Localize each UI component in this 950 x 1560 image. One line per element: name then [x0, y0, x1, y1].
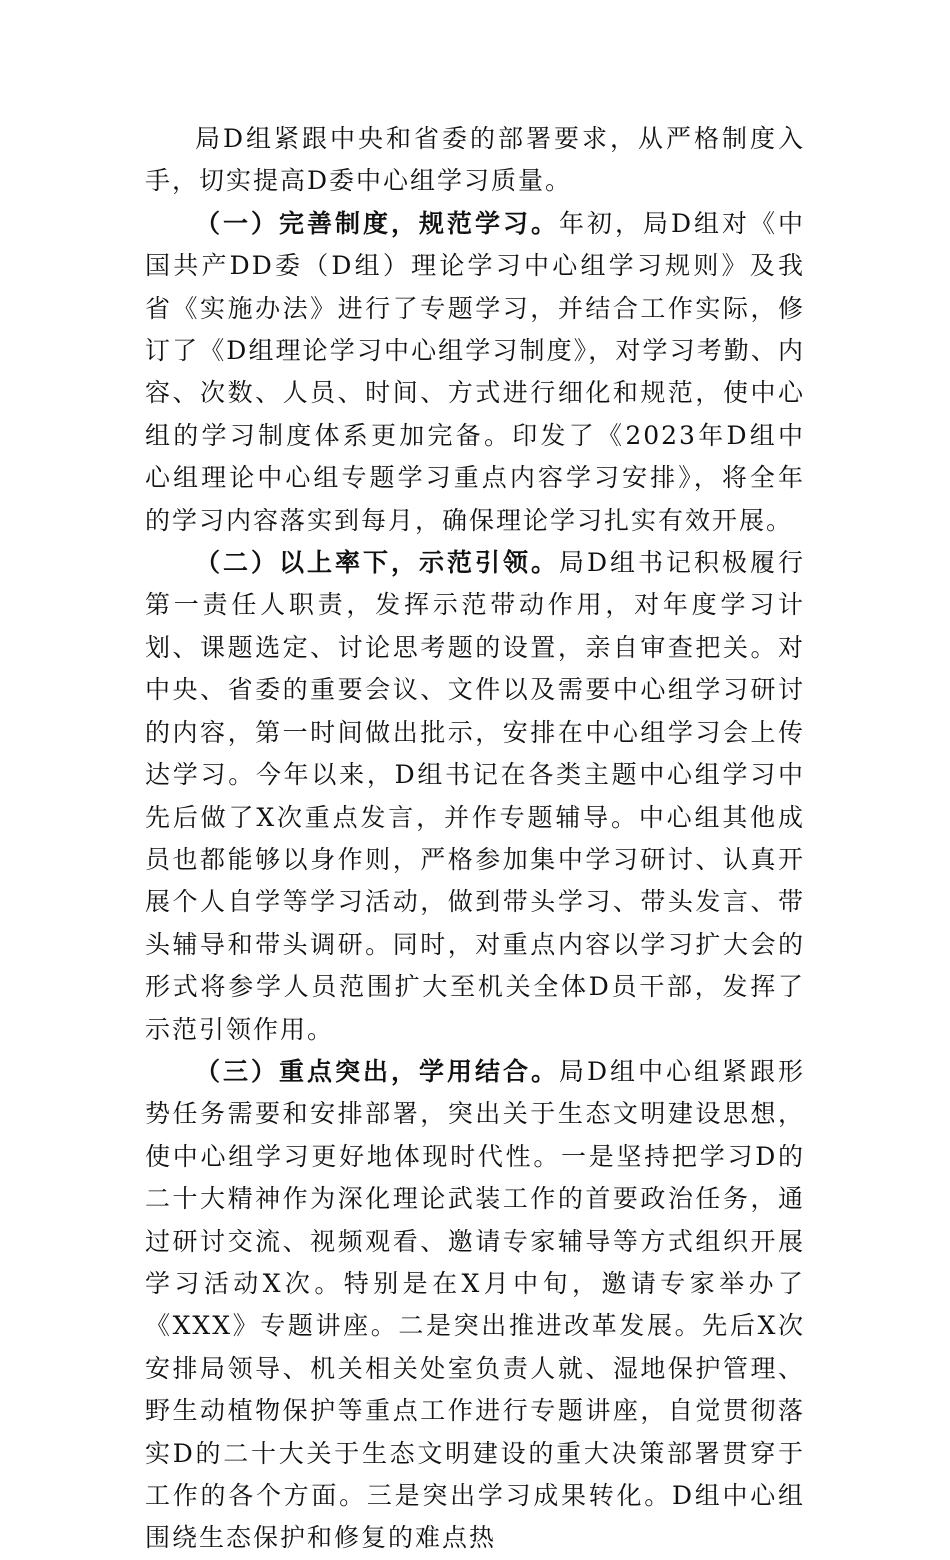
paragraph-section-2	[145, 542, 805, 1051]
section-3-text: 局D组中心组紧跟形势任务需要和安排部署，突出关于生态文明建设思想，使中心组学习更好地体现时代性。一是坚持把学习D的二十大精神作为深化理论武装工作的首要政治任务，通过研讨交流、视频观看、邀请专家辅导等方式组织开展学习活动X次。特别是在X月中旬，邀请专家举办了《XXX》专题讲座。二是突出推进改革发展。先后X次安排局领导、机关相关处室负责人就、湿地保护管理、野生动植物保护等重点工作进行专题讲座，自觉贯彻落实D的二十大关于生态文明建设的重大决策部署贯穿于工作的各个方面。三是突出学习成果转化。D组中心组围绕生态保护和修复的难点热	[145, 1056, 805, 1553]
section-1-text: 年初，局D组对《中国共产DD委（D组）理论学习中心组学习规则》及我省《实施办法》进行了专题学习，并结合工作实际，修订了《D组理论学习中心组学习制度》，对学习考勤、内容、次数、人员、时间、方式进行细化和规范，使中心组的学习制度体系更加完备。印发了《2023年D组中心组理论中心组专题学习重点内容学习安排》，将全年的学习内容落实到每月，确保理论学习扎实有效开展。	[145, 208, 805, 535]
section-1-heading: （一）完善制度，规范学习。	[195, 208, 559, 238]
section-2-heading: （二）以上率下，示范引领。	[195, 548, 559, 578]
paragraph-section-3	[145, 1051, 805, 1560]
paragraph-intro	[145, 118, 805, 203]
paragraph-section-1	[145, 203, 805, 542]
paragraph-intro-text: 局D组紧跟中央和省委的部署要求，从严格制度入手，切实提高D委中心组学习质量。	[145, 124, 805, 196]
section-3-heading: （三）重点突出，学用结合。	[195, 1056, 559, 1086]
section-2-text: 局D组书记积极履行第一责任人职责，发挥示范带动作用，对年度学习计划、课题选定、讨论思考题的设置，亲自审查把关。对中央、省委的重要会议、文件以及需要中心组学习研讨的内容，第一时间做出批示，安排在中心组学习会上传达学习。今年以来，D组书记在各类主题中心组学习中先后做了X次重点发言，并作专题辅导。中心组其他成员也都能够以身作则，严格参加集中学习研讨、认真开展个人自学等学习活动，做到带头学习、带头发言、带头辅导和带头调研。同时，对重点内容以学习扩大会的形式将参学人员范围扩大至机关全体D员干部，发挥了示范引领作用。	[145, 548, 805, 1044]
